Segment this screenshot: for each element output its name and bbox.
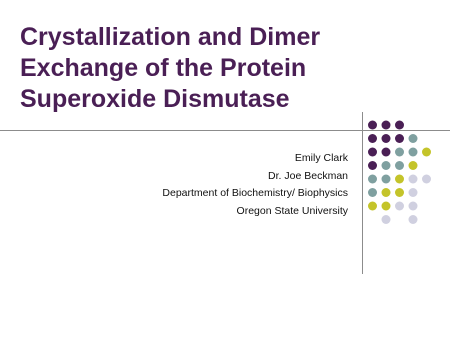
dot-olive: [395, 188, 404, 197]
dot-olive: [409, 161, 418, 170]
author-name: Emily Clark: [294, 152, 348, 164]
dot-purple: [382, 134, 391, 143]
dot-teal: [395, 148, 404, 157]
department-name: Department of Biochemistry/ Biophysics: [162, 187, 348, 199]
dot-lavender: [409, 175, 418, 184]
title-line: Exchange of the Protein: [20, 54, 307, 82]
dot-olive: [382, 202, 391, 211]
dot-teal: [409, 134, 418, 143]
dot-lavender: [395, 202, 404, 211]
title-line: Superoxide Dismutase: [20, 85, 290, 113]
dot-lavender: [409, 188, 418, 197]
dot-teal: [409, 148, 418, 157]
dot-lavender: [382, 215, 391, 224]
dot-teal: [382, 161, 391, 170]
dot-purple: [382, 121, 391, 130]
title-line: Crystallization and Dimer: [20, 23, 321, 51]
dot-teal: [395, 161, 404, 170]
advisor-name: Dr. Joe Beckman: [268, 169, 348, 182]
dot-purple: [382, 148, 391, 157]
dot-lavender: [409, 202, 418, 211]
dot-olive: [395, 175, 404, 184]
dot-olive: [422, 148, 431, 157]
dot-lavender: [422, 175, 431, 184]
university-name: Oregon State University: [236, 204, 348, 217]
dot-teal: [368, 175, 377, 184]
dot-purple: [368, 134, 377, 143]
dot-olive: [368, 202, 377, 211]
dot-olive: [382, 188, 391, 197]
dot-teal: [382, 175, 391, 184]
dot-purple: [368, 161, 377, 170]
dot-purple: [368, 121, 377, 130]
dot-purple: [395, 121, 404, 130]
dot-purple: [395, 134, 404, 143]
dot-teal: [368, 188, 377, 197]
dot-lavender: [409, 215, 418, 224]
dot-purple: [368, 148, 377, 157]
